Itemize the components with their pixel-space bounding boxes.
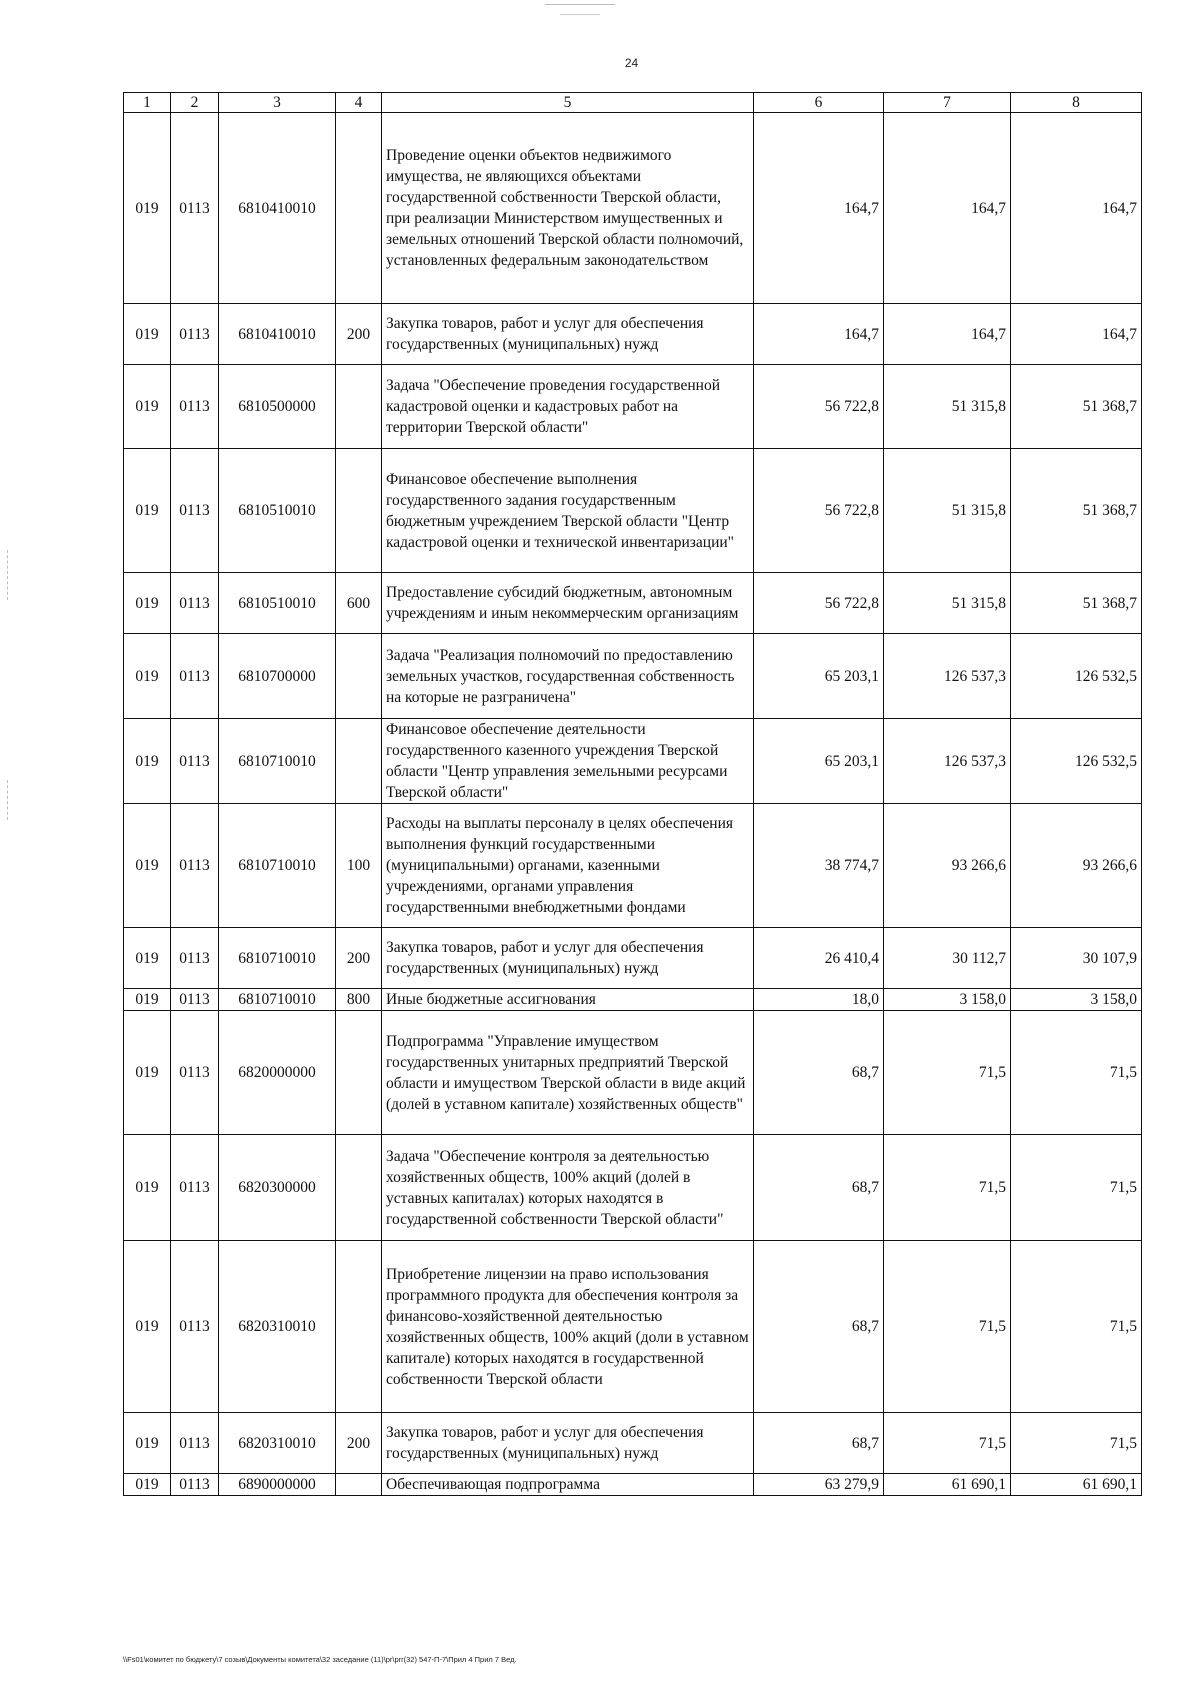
cell-target-article: 6820310010 [219, 1241, 336, 1413]
cell-section: 0113 [171, 928, 219, 989]
cell-section: 0113 [171, 804, 219, 928]
cell-description: Задача "Обеспечение контроля за деятельностью хозяйственных обществ, 100% акций (долей в уставных капиталах) которых находятся в государственной собственности Тверской области" [382, 1135, 754, 1241]
cell-amount-3: 61 690,1 [1011, 1474, 1142, 1496]
cell-amount-3: 3 158,0 [1011, 989, 1142, 1011]
cell-amount-2: 3 158,0 [884, 989, 1011, 1011]
table-row [124, 1135, 1142, 1241]
cell-amount-2: 71,5 [884, 1413, 1011, 1474]
page-number: 24 [624, 56, 639, 70]
cell-code-1: 019 [124, 719, 171, 804]
cell-section: 0113 [171, 1241, 219, 1413]
table-row [124, 113, 1142, 304]
cell-amount-1: 63 279,9 [754, 1474, 884, 1496]
cell-section: 0113 [171, 1011, 219, 1135]
cell-code-1: 019 [124, 928, 171, 989]
cell-code-1: 019 [124, 1135, 171, 1241]
cell-amount-1: 56 722,8 [754, 573, 884, 634]
cell-target-article: 6810410010 [219, 113, 336, 304]
cell-code-1: 019 [124, 634, 171, 719]
cell-description: Закупка товаров, работ и услуг для обеспечения государственных (муниципальных) нужд [382, 928, 754, 989]
cell-code-1: 019 [124, 449, 171, 573]
cell-amount-3: 51 368,7 [1011, 573, 1142, 634]
cell-section: 0113 [171, 1413, 219, 1474]
cell-description: Приобретение лицензии на право использования программного продукта для обеспечения контроля за финансово-хозяйственной деятельностью хозяйственных обществ, 100% акций (доли в уставном капитале) которых находятся в государственной собственности Тверской области [382, 1241, 754, 1413]
file-path-footer: \\Fs01\комитет по бюджету\7 созыв\Документы комитета\32 заседание (11)\pr\prr(32) 547-П-7\Прил 4 Прил 7 Вед. [123, 1655, 517, 1664]
cell-section: 0113 [171, 365, 219, 449]
cell-amount-1: 68,7 [754, 1135, 884, 1241]
column-header: 5 [382, 93, 754, 113]
cell-amount-3: 51 368,7 [1011, 365, 1142, 449]
cell-target-article: 6810510010 [219, 449, 336, 573]
cell-description: Проведение оценки объектов недвижимого имущества, не являющихся объектами государственной собственности Тверской области, при реализации Министерством имущественных и земельных отношений Тверской области полномочий, установленных федеральным законодательством [382, 113, 754, 304]
cell-amount-1: 68,7 [754, 1413, 884, 1474]
cell-section: 0113 [171, 1474, 219, 1496]
cell-description: Финансовое обеспечение выполнения государственного задания государственным бюджетным учреждением Тверской области "Центр кадастровой оценки и технической инвентаризации" [382, 449, 754, 573]
cell-expense-type: 800 [336, 989, 382, 1011]
cell-amount-3: 51 368,7 [1011, 449, 1142, 573]
cell-code-1: 019 [124, 365, 171, 449]
column-header: 1 [124, 93, 171, 113]
cell-section: 0113 [171, 1135, 219, 1241]
table-row [124, 928, 1142, 989]
cell-expense-type [336, 1011, 382, 1135]
cell-amount-2: 61 690,1 [884, 1474, 1011, 1496]
cell-expense-type [336, 365, 382, 449]
cell-description: Предоставление субсидий бюджетным, автономным учреждениям и иным некоммерческим организациям [382, 573, 754, 634]
cell-description: Закупка товаров, работ и услуг для обеспечения государственных (муниципальных) нужд [382, 1413, 754, 1474]
cell-description: Задача "Обеспечение проведения государственной кадастровой оценки и кадастровых работ на территории Тверской области" [382, 365, 754, 449]
cell-amount-1: 18,0 [754, 989, 884, 1011]
cell-amount-1: 38 774,7 [754, 804, 884, 928]
cell-amount-3: 71,5 [1011, 1011, 1142, 1135]
cell-target-article: 6820310010 [219, 1413, 336, 1474]
cell-expense-type [336, 1474, 382, 1496]
cell-amount-3: 126 532,5 [1011, 634, 1142, 719]
cell-target-article: 6810710010 [219, 719, 336, 804]
cell-amount-2: 164,7 [884, 304, 1011, 365]
cell-amount-1: 164,7 [754, 113, 884, 304]
cell-amount-3: 30 107,9 [1011, 928, 1142, 989]
cell-expense-type [336, 113, 382, 304]
cell-expense-type: 600 [336, 573, 382, 634]
cell-description: Обеспечивающая подпрограмма [382, 1474, 754, 1496]
column-header: 4 [336, 93, 382, 113]
cell-amount-2: 126 537,3 [884, 719, 1011, 804]
cell-section: 0113 [171, 719, 219, 804]
cell-amount-1: 26 410,4 [754, 928, 884, 989]
column-header: 6 [754, 93, 884, 113]
cell-amount-3: 126 532,5 [1011, 719, 1142, 804]
cell-code-1: 019 [124, 989, 171, 1011]
cell-target-article: 6810710010 [219, 928, 336, 989]
margin-mark [7, 780, 9, 820]
column-header: 8 [1011, 93, 1142, 113]
cell-expense-type: 200 [336, 928, 382, 989]
cell-amount-3: 164,7 [1011, 113, 1142, 304]
cell-expense-type: 200 [336, 1413, 382, 1474]
cell-section: 0113 [171, 113, 219, 304]
cell-target-article: 6820000000 [219, 1011, 336, 1135]
cell-code-1: 019 [124, 113, 171, 304]
cell-amount-2: 164,7 [884, 113, 1011, 304]
cell-target-article: 6820300000 [219, 1135, 336, 1241]
cell-amount-2: 126 537,3 [884, 634, 1011, 719]
cell-expense-type: 100 [336, 804, 382, 928]
cell-code-1: 019 [124, 1474, 171, 1496]
cell-target-article: 6810500000 [219, 365, 336, 449]
cell-amount-2: 71,5 [884, 1011, 1011, 1135]
cell-amount-3: 71,5 [1011, 1241, 1142, 1413]
cell-expense-type: 200 [336, 304, 382, 365]
cell-code-1: 019 [124, 1011, 171, 1135]
table-row [124, 1241, 1142, 1413]
cell-amount-2: 30 112,7 [884, 928, 1011, 989]
table-row [124, 1011, 1142, 1135]
cell-amount-2: 71,5 [884, 1135, 1011, 1241]
cell-amount-2: 51 315,8 [884, 573, 1011, 634]
cell-code-1: 019 [124, 804, 171, 928]
cell-target-article: 6810710010 [219, 989, 336, 1011]
cell-description: Закупка товаров, работ и услуг для обеспечения государственных (муниципальных) нужд [382, 304, 754, 365]
table-row [124, 634, 1142, 719]
cell-amount-2: 51 315,8 [884, 449, 1011, 573]
cell-description: Расходы на выплаты персоналу в целях обеспечения выполнения функций государственными (муниципальными) органами, казенными учреждениями, органами управления государственными внебюджетными фондами [382, 804, 754, 928]
cell-amount-2: 51 315,8 [884, 365, 1011, 449]
cell-amount-1: 68,7 [754, 1011, 884, 1135]
budget-table [123, 92, 1142, 1496]
cell-amount-1: 65 203,1 [754, 634, 884, 719]
cell-code-1: 019 [124, 1241, 171, 1413]
cell-amount-2: 71,5 [884, 1241, 1011, 1413]
table-row [124, 449, 1142, 573]
header-row [124, 93, 1142, 113]
table-row [124, 1413, 1142, 1474]
cell-description: Финансовое обеспечение деятельности государственного казенного учреждения Тверской области "Центр управления земельными ресурсами Тверской области" [382, 719, 754, 804]
cell-amount-3: 71,5 [1011, 1135, 1142, 1241]
scan-mark [560, 14, 600, 15]
margin-mark [7, 550, 9, 600]
cell-description: Подпрограмма "Управление имуществом государственных унитарных предприятий Тверской области и имуществом Тверской области в виде акций (долей в уставном капитале) хозяйственных обществ" [382, 1011, 754, 1135]
cell-description: Задача "Реализация полномочий по предоставлению земельных участков, государственная собственность на которые не разграничена" [382, 634, 754, 719]
cell-amount-1: 164,7 [754, 304, 884, 365]
scan-mark [545, 4, 615, 5]
cell-amount-1: 56 722,8 [754, 449, 884, 573]
table-row [124, 365, 1142, 449]
cell-description: Иные бюджетные ассигнования [382, 989, 754, 1011]
cell-expense-type [336, 1135, 382, 1241]
cell-section: 0113 [171, 449, 219, 573]
cell-section: 0113 [171, 634, 219, 719]
table-row [124, 304, 1142, 365]
cell-target-article: 6810510010 [219, 573, 336, 634]
table-row [124, 804, 1142, 928]
cell-expense-type [336, 1241, 382, 1413]
cell-target-article: 6810410010 [219, 304, 336, 365]
table-row [124, 989, 1142, 1011]
cell-amount-1: 68,7 [754, 1241, 884, 1413]
cell-target-article: 6810700000 [219, 634, 336, 719]
cell-expense-type [336, 719, 382, 804]
column-header: 2 [171, 93, 219, 113]
cell-amount-1: 56 722,8 [754, 365, 884, 449]
cell-amount-1: 65 203,1 [754, 719, 884, 804]
cell-amount-2: 93 266,6 [884, 804, 1011, 928]
table-row [124, 1474, 1142, 1496]
cell-section: 0113 [171, 304, 219, 365]
cell-expense-type [336, 634, 382, 719]
cell-amount-3: 93 266,6 [1011, 804, 1142, 928]
cell-code-1: 019 [124, 304, 171, 365]
column-header: 7 [884, 93, 1011, 113]
cell-code-1: 019 [124, 573, 171, 634]
cell-code-1: 019 [124, 1413, 171, 1474]
cell-amount-3: 164,7 [1011, 304, 1142, 365]
table-row [124, 719, 1142, 804]
table-row [124, 573, 1142, 634]
cell-section: 0113 [171, 989, 219, 1011]
cell-target-article: 6810710010 [219, 804, 336, 928]
cell-expense-type [336, 449, 382, 573]
cell-target-article: 6890000000 [219, 1474, 336, 1496]
column-header: 3 [219, 93, 336, 113]
cell-section: 0113 [171, 573, 219, 634]
cell-amount-3: 71,5 [1011, 1413, 1142, 1474]
